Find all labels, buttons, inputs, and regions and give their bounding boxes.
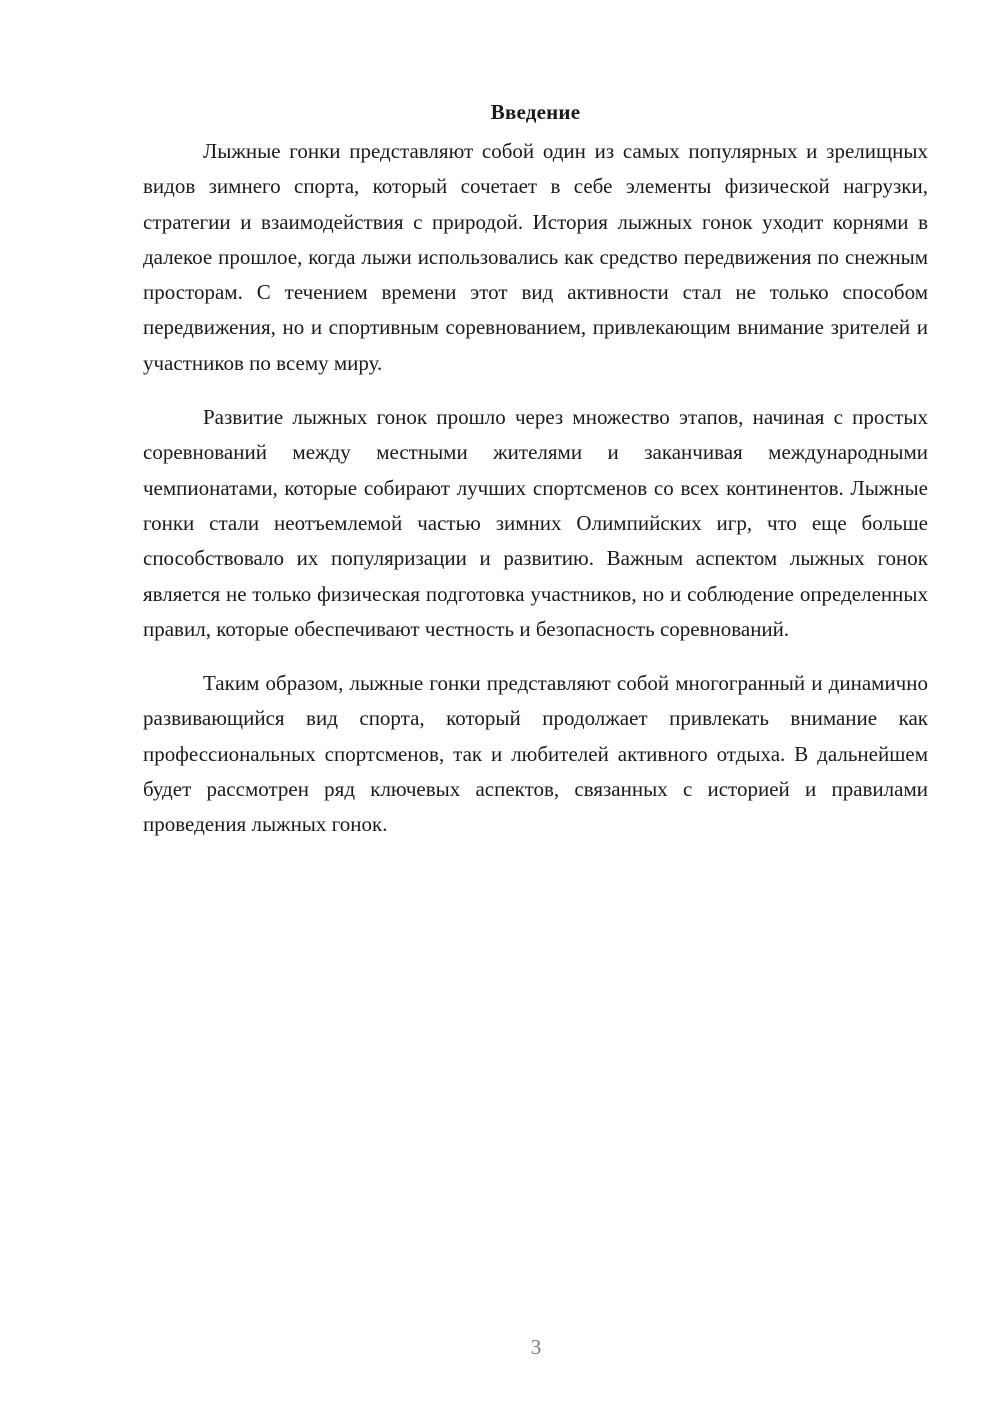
paragraph-conclusion: Таким образом, лыжные гонки представляют собой многогранный и динамично развивающийся вид спорта, который продолжает привлекать внимание как профессиональных спортсменов, так и любителей активного отдыха. В дальнейшем будет рассмотрен ряд ключевых аспектов, связанных с историей и правилами проведения лыжных гонок. <box>143 671 928 837</box>
paragraph-intro: Лыжные гонки представляют собой один из самых популярных и зрелищных видов зимнего спорта, который сочетает в себе элементы физической нагрузки, стратегии и взаимодействия с природой. История лыжных гонок уходит корнями в далекое прошлое, когда лыжи использовались как средство передвижения по снежным просторам. С течением времени этот вид активности стал не только способом передвижения, но и спортивным соревнованием, привлекающим внимание зрителей и участников по всему миру. <box>143 139 928 375</box>
page-content <box>143 98 928 843</box>
paragraph-development: Развитие лыжных гонок прошло через множество этапов, начиная с простых соревнований между местными жителями и заканчивая международными чемпионатами, которые собирают лучших спортсменов со всех континентов. Лыжные гонки стали неотъемлемой частью зимних Олимпийских игр, что еще больше способствовало их популяризации и развитию. Важным аспектом лыжных гонок является не только физическая подготовка участников, но и соблюдение определенных правил, которые обеспечивают честность и безопасность соревнований. <box>143 405 928 641</box>
section-heading: Введение <box>490 100 581 124</box>
page-number: 3 <box>530 1335 542 1359</box>
